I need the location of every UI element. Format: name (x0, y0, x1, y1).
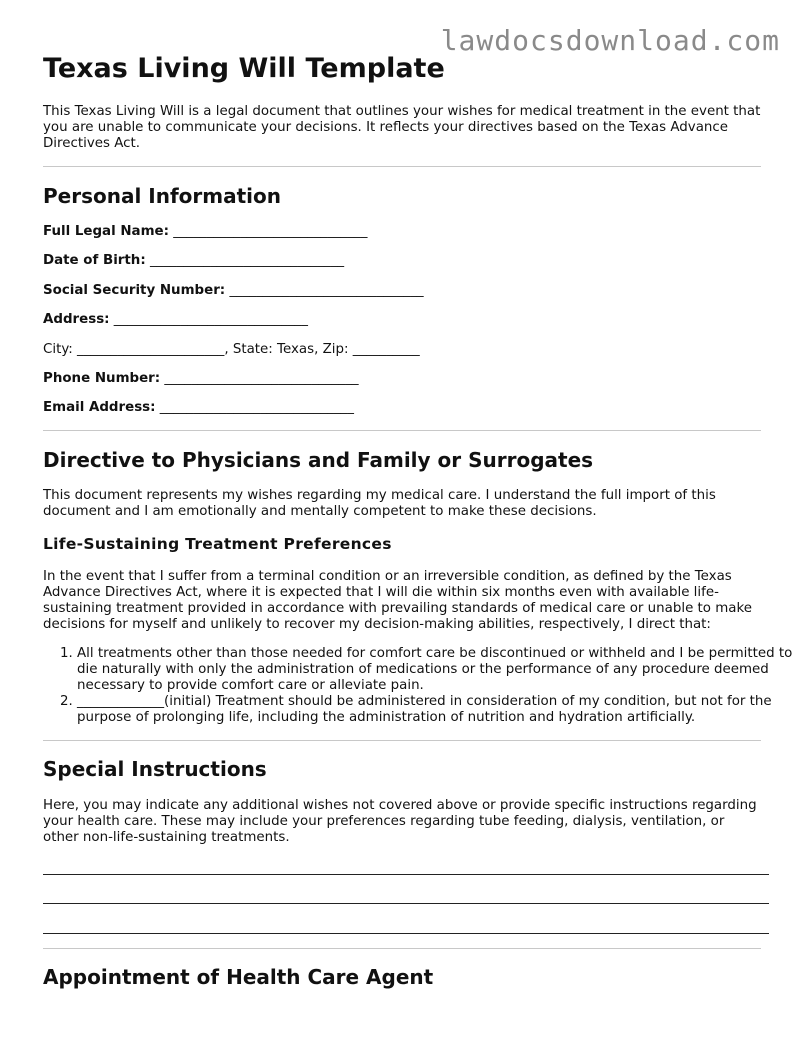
address-blank[interactable]: _____________________________ (113, 312, 308, 327)
full-name-field[interactable] (43, 224, 367, 239)
write-in-line[interactable] (43, 874, 769, 875)
address-label: Address: (43, 312, 110, 327)
email-field[interactable] (43, 400, 354, 415)
watermark: lawdocsdownload.com (440, 24, 780, 57)
ssn-field[interactable] (43, 283, 424, 298)
special-instructions-paragraph: Here, you may indicate any additional wishes not covered above or provide specific instructions regarding your health care. These may include your preferences regarding tube feeding, dialysis, ventilation, or other non-life-sustaining treatments. (43, 798, 757, 845)
write-in-line[interactable] (43, 903, 769, 904)
city-state-zip-field[interactable] (43, 342, 420, 357)
address-field[interactable] (43, 312, 308, 327)
intro-paragraph: This Texas Living Will is a legal document that outlines your wishes for medical treatment in the event that you are unable to communicate your decisions. It reflects your directives based on the Texas Advance Directives Act. (43, 104, 761, 151)
full-name-blank[interactable]: _____________________________ (173, 224, 368, 239)
write-in-line[interactable] (43, 933, 769, 934)
treatment-preferences-heading: Life-Sustaining Treatment Preferences (43, 535, 392, 553)
divider (43, 740, 761, 741)
full-name-label: Full Legal Name: (43, 224, 169, 239)
dob-field[interactable] (43, 253, 344, 268)
dob-blank[interactable]: _____________________________ (149, 253, 345, 268)
personal-info-heading: Personal Information (43, 184, 281, 208)
phone-label: Phone Number: (43, 371, 161, 386)
directive-list-item: 1. All treatments other than those needed for comfort care be discontinued or withheld and I be permitted to die naturally with only the administration of medications or the performance of any procedure deemed necessary to provide comfort care or alleviate pain. (77, 646, 795, 694)
divider (43, 166, 761, 167)
directive-paragraph: This document represents my wishes regarding my medical care. I understand the full import of this document and I am emotionally and mentally competent to make these decisions. (43, 488, 716, 519)
email-blank[interactable]: _____________________________ (159, 400, 354, 415)
dob-label: Date of Birth: (43, 253, 146, 268)
treatment-preferences-paragraph: In the event that I suffer from a terminal condition or an irreversible condition, as defined by the Texas Advance Directives Act, where it is expected that I will die within six months even with available life-sustaining treatment provided in accordance with prevailing standards of medical care or unable to make decisions for myself and unlikely to recover my decision-making abilities, respectively, I direct that: (43, 569, 753, 632)
phone-field[interactable] (43, 371, 359, 386)
directive-heading: Directive to Physicians and Family or Surrogates (43, 448, 594, 472)
directive-list (43, 646, 795, 726)
page-title: Texas Living Will Template (43, 53, 445, 84)
ssn-blank[interactable]: _____________________________ (229, 283, 424, 298)
divider (43, 948, 761, 949)
health-care-agent-heading: Appointment of Health Care Agent (43, 965, 434, 989)
directive-list-item: 2. _____________(initial) Treatment should be administered in consideration of my condition, but not for the purpose of prolonging life, including the administration of nutrition and hydration artificially. (77, 694, 795, 726)
special-instructions-heading: Special Instructions (43, 757, 267, 781)
email-label: Email Address: (43, 400, 156, 415)
phone-blank[interactable]: _____________________________ (164, 371, 359, 386)
divider (43, 430, 761, 431)
ssn-label: Social Security Number: (43, 283, 226, 298)
city-state-zip-line[interactable]: City: ______________________, State: Texas, Zip: __________ (43, 342, 420, 357)
